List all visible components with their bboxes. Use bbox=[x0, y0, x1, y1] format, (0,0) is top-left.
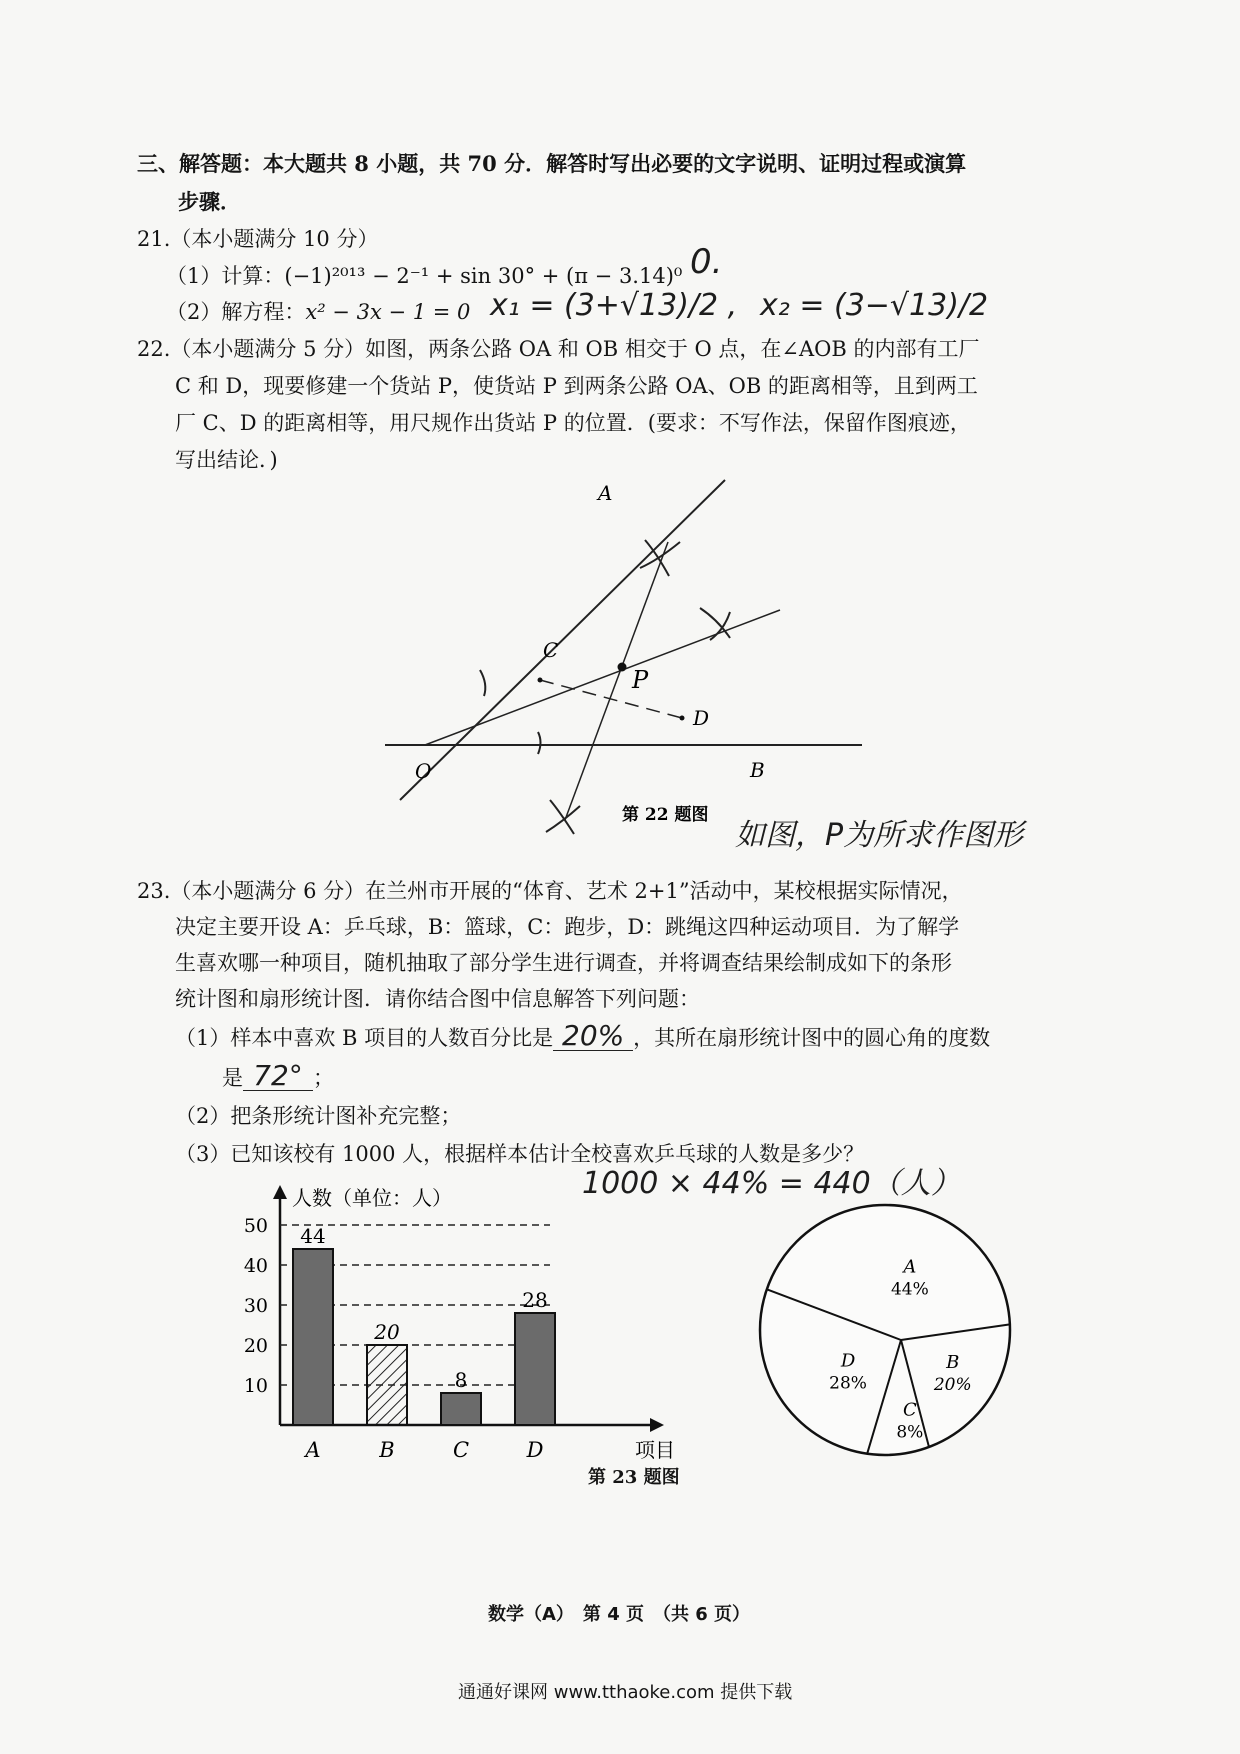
pie-label-c: C bbox=[902, 1399, 917, 1421]
bar-data-label: 20 bbox=[374, 1320, 400, 1344]
bar-data-label: 8 bbox=[454, 1368, 468, 1392]
q23-part1-d: ； bbox=[313, 1066, 334, 1090]
x-tick-label: D bbox=[526, 1438, 544, 1462]
bar-chart bbox=[230, 1185, 675, 1462]
bar-c bbox=[441, 1393, 481, 1425]
x-tick-label: C bbox=[452, 1438, 470, 1462]
q21-part1 bbox=[166, 262, 682, 290]
q22-line1: 22.（本小题满分 5 分）如图，两条公路 OA 和 OB 相交于 O 点，在∠AOB 的内部有工厂 bbox=[137, 337, 980, 361]
q23-part1-a: （1）样本中喜欢 B 项目的人数百分比是 bbox=[175, 1026, 554, 1050]
q23-part2: （2）把条形统计图补充完整； bbox=[175, 1104, 462, 1128]
segment-cd bbox=[540, 680, 682, 718]
label-b: B bbox=[750, 758, 765, 782]
q23-part1 bbox=[175, 1019, 991, 1052]
bar-b bbox=[367, 1345, 407, 1425]
bar-data-label: 28 bbox=[522, 1288, 548, 1312]
q23-blank-angle: 72° bbox=[243, 1062, 313, 1091]
y-tick-label: 10 bbox=[243, 1375, 268, 1397]
q22-caption: 第 22 题图 bbox=[622, 805, 709, 825]
arc-mark-bottom bbox=[546, 800, 580, 834]
bars bbox=[293, 1224, 555, 1462]
q23-part1-b: ，其所在扇形统计图中的圆心角的度数 bbox=[633, 1026, 991, 1050]
q23-line2: 决定主要开设 A：乒乓球，B：篮球，C：跑步，D：跳绳这四种运动项目．为了解学 bbox=[175, 915, 960, 939]
arc-mark-bisector bbox=[700, 608, 730, 640]
x-axis-label: 项目 bbox=[635, 1438, 675, 1462]
label-d: D bbox=[693, 706, 710, 730]
y-tick-label: 50 bbox=[243, 1215, 268, 1237]
y-tick-label: 30 bbox=[243, 1295, 268, 1317]
q21-answer-x1: x₁ = (3+√13)/2 , bbox=[490, 288, 738, 323]
q22-line3: 厂 C、D 的距离相等，用尺规作出货站 P 的位置．(要求：不写作法，保留作图痕迹， bbox=[175, 411, 971, 435]
q21-part1-expr: (−1)²⁰¹³ − 2⁻¹ + sin 30° + (π − 3.14)⁰ bbox=[284, 264, 683, 288]
pie-value-a: 44% bbox=[890, 1279, 929, 1300]
q23-blank-percent: 20% bbox=[553, 1022, 633, 1051]
bar-d bbox=[515, 1313, 555, 1425]
point-c bbox=[538, 678, 543, 683]
q21-part2 bbox=[166, 298, 470, 326]
q23-line1: 23.（本小题满分 6 分）在兰州市开展的“体育、艺术 2+1”活动中，某校根据实际情况， bbox=[137, 879, 963, 903]
q23-line3: 生喜欢哪一种项目，随机抽取了部分学生进行调查，并将调查结果绘制成如下的条形 bbox=[175, 951, 952, 975]
q21-part1-answer: 0. bbox=[690, 242, 723, 282]
label-o: O bbox=[415, 759, 432, 783]
q23-part3: （3）已知该校有 1000 人，根据样本估计全校喜欢乒乓球的人数是多少？ bbox=[175, 1142, 865, 1166]
x-tick-label: B bbox=[379, 1438, 395, 1462]
pie-value-c: 8% bbox=[896, 1422, 924, 1443]
y-ticks bbox=[244, 1215, 268, 1397]
road-oa bbox=[400, 480, 725, 800]
label-c: C bbox=[543, 638, 559, 662]
q23-caption: 第 23 题图 bbox=[588, 1467, 680, 1488]
label-a: A bbox=[598, 481, 613, 505]
arc-mark-oa bbox=[480, 670, 485, 696]
q22-line4: 写出结论．) bbox=[175, 448, 278, 472]
perpendicular-bisector bbox=[565, 542, 668, 820]
page-footer: 数学（A） 第 4 页 （共 6 页） bbox=[488, 1604, 751, 1625]
q23-part1-cont bbox=[222, 1059, 334, 1092]
q23-part1-c: 是 bbox=[222, 1066, 243, 1090]
q21-answer-x2: x₂ = (3−√13)/2 bbox=[760, 288, 989, 323]
q23-part3-answer: 1000 × 44% = 440（人） bbox=[582, 1166, 961, 1201]
q22-handwritten-conclusion: 如图，P为所求作图形 bbox=[735, 818, 1024, 853]
q23-line4: 统计图和扇形统计图．请你结合图中信息解答下列问题： bbox=[175, 987, 700, 1011]
pie-chart bbox=[740, 1195, 1040, 1465]
section-title-cont: 步骤． bbox=[178, 189, 241, 214]
arc-mark-ob bbox=[538, 732, 541, 754]
pie-label-a: A bbox=[903, 1256, 917, 1278]
bar-data-label: 44 bbox=[300, 1224, 326, 1248]
q21-header: 21.（本小题满分 10 分） bbox=[137, 227, 379, 251]
angle-bisector bbox=[425, 610, 780, 745]
q21-part2-expr: x² − 3x − 1 = 0 bbox=[305, 300, 471, 324]
q22-line2: C 和 D，现要修建一个货站 P，使货站 P 到两条公路 OA、OB 的距离相等，且到两工 bbox=[175, 374, 978, 398]
y-tick-label: 40 bbox=[243, 1255, 268, 1277]
y-tick-label: 20 bbox=[243, 1335, 268, 1357]
q21-part2-prefix: （2）解方程： bbox=[166, 300, 306, 324]
point-p bbox=[618, 663, 627, 672]
y-axis-arrow bbox=[273, 1185, 287, 1199]
q21-part1-prefix: （1）计算： bbox=[166, 264, 285, 288]
x-axis-arrow bbox=[650, 1418, 664, 1432]
site-credit: 通通好课网 www.tthaoke.com 提供下载 bbox=[458, 1682, 793, 1703]
pie-value-b: 20% bbox=[933, 1375, 972, 1396]
pie-value-d: 28% bbox=[829, 1373, 867, 1394]
pie-slices bbox=[760, 1205, 1010, 1455]
y-axis-label: 人数（单位：人） bbox=[292, 1186, 452, 1210]
point-d bbox=[680, 716, 685, 721]
q22-figure bbox=[360, 470, 920, 850]
x-tick-label: A bbox=[305, 1438, 321, 1462]
bar-a bbox=[293, 1249, 333, 1425]
label-p: P bbox=[632, 666, 649, 694]
section-title: 三、解答题：本大题共 8 小题，共 70 分．解答时写出必要的文字说明、证明过程或演算 bbox=[137, 151, 967, 176]
pie-label-d: D bbox=[840, 1350, 856, 1372]
pie-label-b: B bbox=[946, 1352, 960, 1374]
